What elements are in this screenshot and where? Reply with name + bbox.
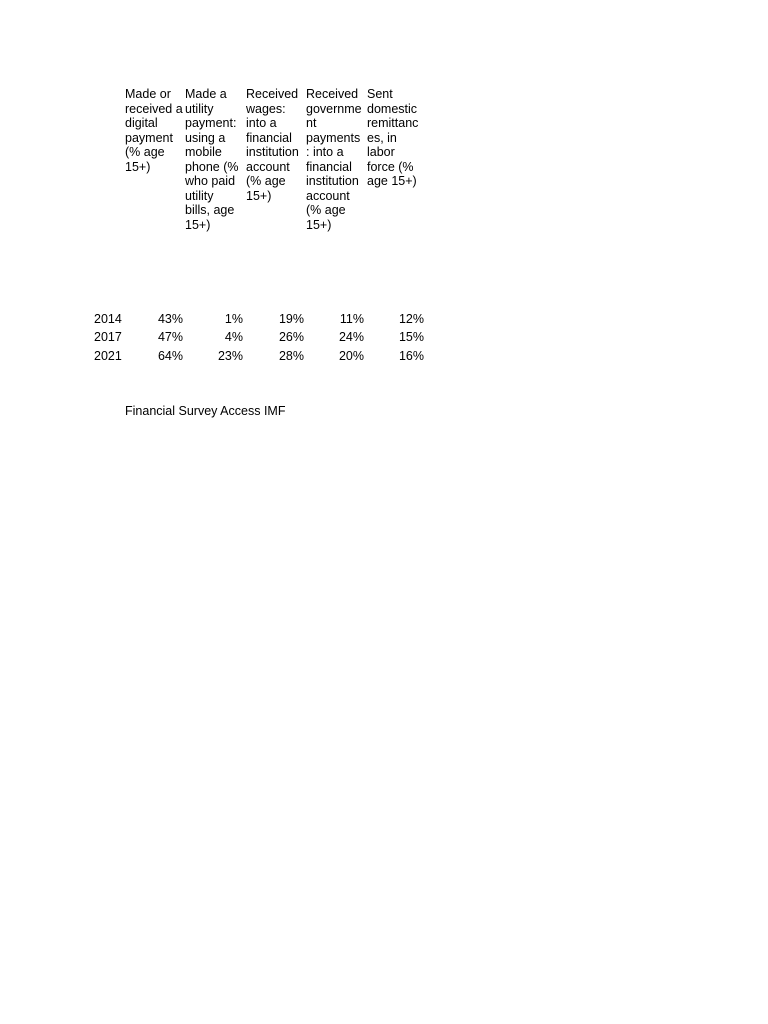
- value-cell: 16%: [398, 349, 424, 363]
- value-cell: 24%: [338, 330, 364, 344]
- year-cell: 2021: [94, 349, 122, 363]
- value-cell: 11%: [339, 312, 364, 326]
- value-cell: 23%: [217, 349, 243, 363]
- value-cell: 47%: [157, 330, 183, 344]
- header-digital-payment: Made or received a digital payment (% age 15+): [125, 87, 183, 174]
- value-cell: 64%: [157, 349, 183, 363]
- year-cell: 2014: [94, 312, 122, 326]
- header-domestic-remittances: Sent domestic remittanc es, in labor force (% age 15+): [367, 87, 419, 188]
- value-cell: 4%: [224, 330, 243, 344]
- value-cell: 43%: [157, 312, 183, 326]
- value-cell: 26%: [278, 330, 304, 344]
- year-cell: 2017: [94, 330, 122, 344]
- value-cell: 15%: [398, 330, 424, 344]
- header-government-payments: Received governme nt payments : into a financial institution account (% age 15+): [306, 87, 362, 232]
- value-cell: 19%: [278, 312, 304, 326]
- header-utility-payment: Made a utility payment: using a mobile phone (% who paid utility bills, age 15+): [185, 87, 239, 232]
- value-cell: 28%: [278, 349, 304, 363]
- value-cell: 12%: [398, 312, 424, 326]
- header-received-wages: Received wages: into a financial institution account (% age 15+): [246, 87, 299, 203]
- value-cell: 20%: [338, 349, 364, 363]
- value-cell: 1%: [224, 312, 243, 326]
- source-note: Financial Survey Access IMF: [125, 404, 286, 418]
